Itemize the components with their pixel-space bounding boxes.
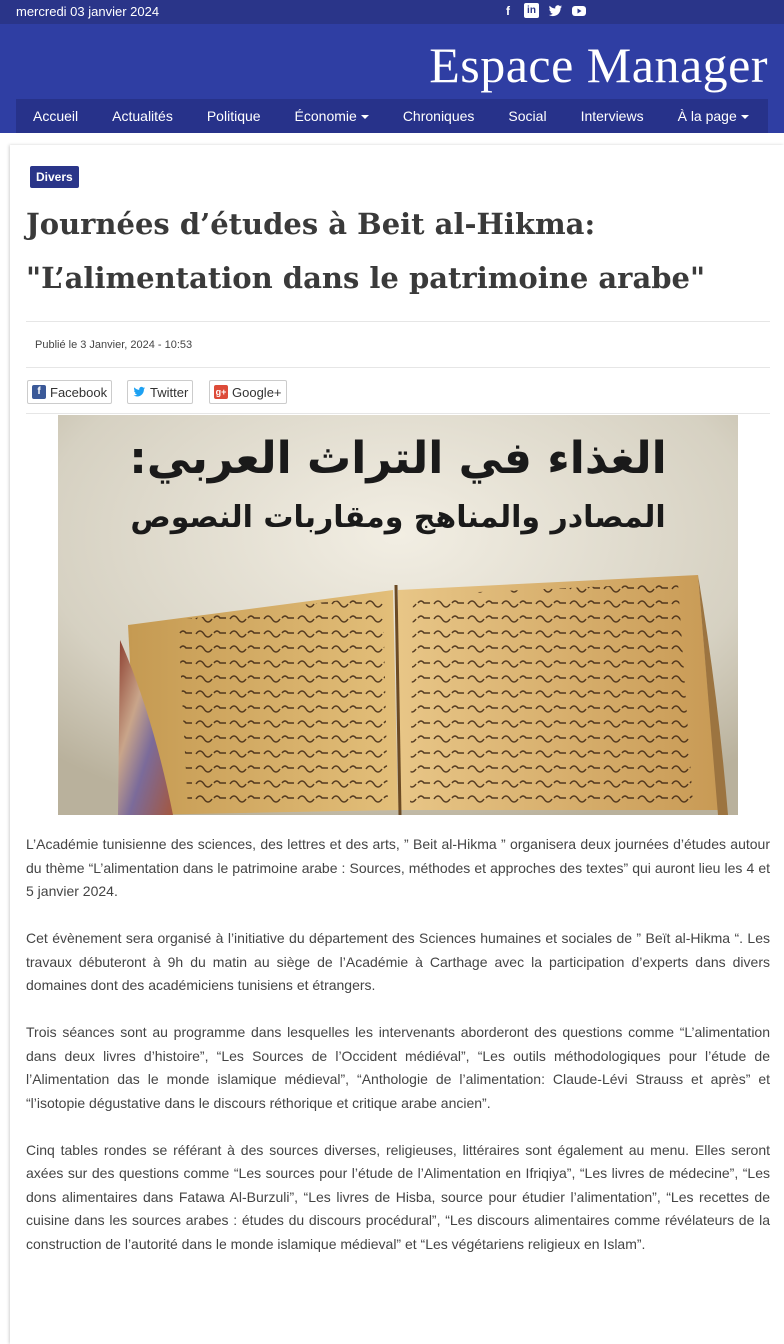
article-title-line-2: "L’alimentation dans le patrimoine arabe" [26,261,706,295]
nav-item-label: Actualités [112,108,173,124]
site-header [0,24,784,133]
category-badge[interactable]: Divers [30,166,79,188]
nav-item-politique[interactable] [190,108,278,124]
google-plus-icon: g+ [215,387,227,397]
youtube-icon[interactable] [571,3,587,19]
nav-item-label: Chroniques [402,108,475,124]
article-paragraph: L’Académie tunisienne des sciences, des lettres et des arts, ” Beit al-Hikma ” organisera deux journées d’études autour du thème “L’alimentation dans le patrimoine arabe : Sources, méthodes et approches des textes” qui auront lieu les 4 et 5 janvier 2024. [26,836,770,899]
nav-item-label: Interviews [580,108,644,124]
divider [26,367,770,368]
nav-item-chroniques[interactable] [386,108,492,124]
manuscript-illustration [58,415,738,815]
nav-item-economie[interactable] [278,108,386,124]
nav-item-a-la-page[interactable] [661,108,766,124]
social-links [500,3,587,19]
facebook-icon: f [32,385,46,399]
image-arabic-title: الغذاء في التراث العربي: [129,433,667,484]
nav-item-interviews[interactable] [564,108,661,124]
site-logo[interactable]: Espace Manager [429,37,768,93]
share-label: Facebook [50,384,108,400]
top-bar [0,0,784,24]
current-date: mercredi 03 janvier 2024 [16,4,160,19]
divider [26,413,770,414]
share-label: Google+ [232,384,282,400]
caret-down-icon [361,115,369,119]
nav-item-accueil[interactable] [16,108,95,124]
image-arabic-subtitle: المصادر والمناهج ومقاربات النصوص [130,500,666,535]
divider [26,321,770,322]
article-title-line-1: Journées d’études à Beit al-Hikma: [26,207,596,241]
nav-item-label: Politique [206,108,261,124]
article-body [26,833,770,1280]
nav-item-actualites[interactable] [95,108,190,124]
nav-item-label: Économie [294,108,357,124]
article-hero-image [58,415,738,815]
nav-item-social[interactable] [491,108,563,124]
article-paragraph: Cinq tables rondes se référant à des sources diverses, religieuses, littéraires sont également au menu. Elles seront axées sur des questions comme “Les sources pour l’étude de l’Alimentation en Ifriqiya”, “Les livres de médecine”, “Les dons alimentaires dans Fatawa Al-Burzuli”, “Les livres de Hisba, source pour étudier l’alimentation”, “Les recettes de cuisine dans les sources arabes : études du discours procédural”, “Les discours alimentaires comme révélateurs de la construction de l’autorité dans le monde islamique médieval” et “Les végétariens religieux en Islam”. [26,1141,770,1252]
twitter-icon[interactable] [547,3,563,19]
nav-item-label: Accueil [33,108,79,124]
share-twitter-button[interactable] [127,380,193,404]
article-paragraph: Cet évènement sera organisé à l’initiative du département des Sciences humaines et sociales de ” Beït al-Hikma “. Les travaux débuteront à 9h du matin au siège de l’Académie à Carthage avec la participation d’experts dans divers domaines dont des académiciens tunisiens et étrangers. [26,930,770,993]
facebook-icon[interactable]: f [506,4,510,18]
nav-item-label: Social [508,108,547,124]
share-facebook-button[interactable] [27,380,112,404]
nav-item-label: À la page [677,108,737,124]
linkedin-icon[interactable]: in [524,3,539,18]
main-nav [16,99,768,133]
caret-down-icon [741,115,749,119]
article-container [10,145,784,1344]
twitter-icon [132,385,146,399]
article-paragraph: Trois séances sont au programme dans lesquelles les intervenants aborderont des questions comme “L’alimentation dans deux livres d’histoire”, “Les Sources de l’Occident médiéval”, “Les outils méthodologiques pour l’étude de l’Alimentation das le monde islamique médieval”, “Anthologie de l’alimentation: Claude-Lévi Strauss et après” et “l’isotopie dégustative dans le discours réthorique et critique arabe ancien”. [26,1024,770,1111]
share-label: Twitter [150,384,189,400]
share-google-button[interactable] [209,380,287,404]
publish-date: Publié le 3 Janvier, 2024 - 10:53 [35,339,193,351]
article-title [26,197,766,305]
